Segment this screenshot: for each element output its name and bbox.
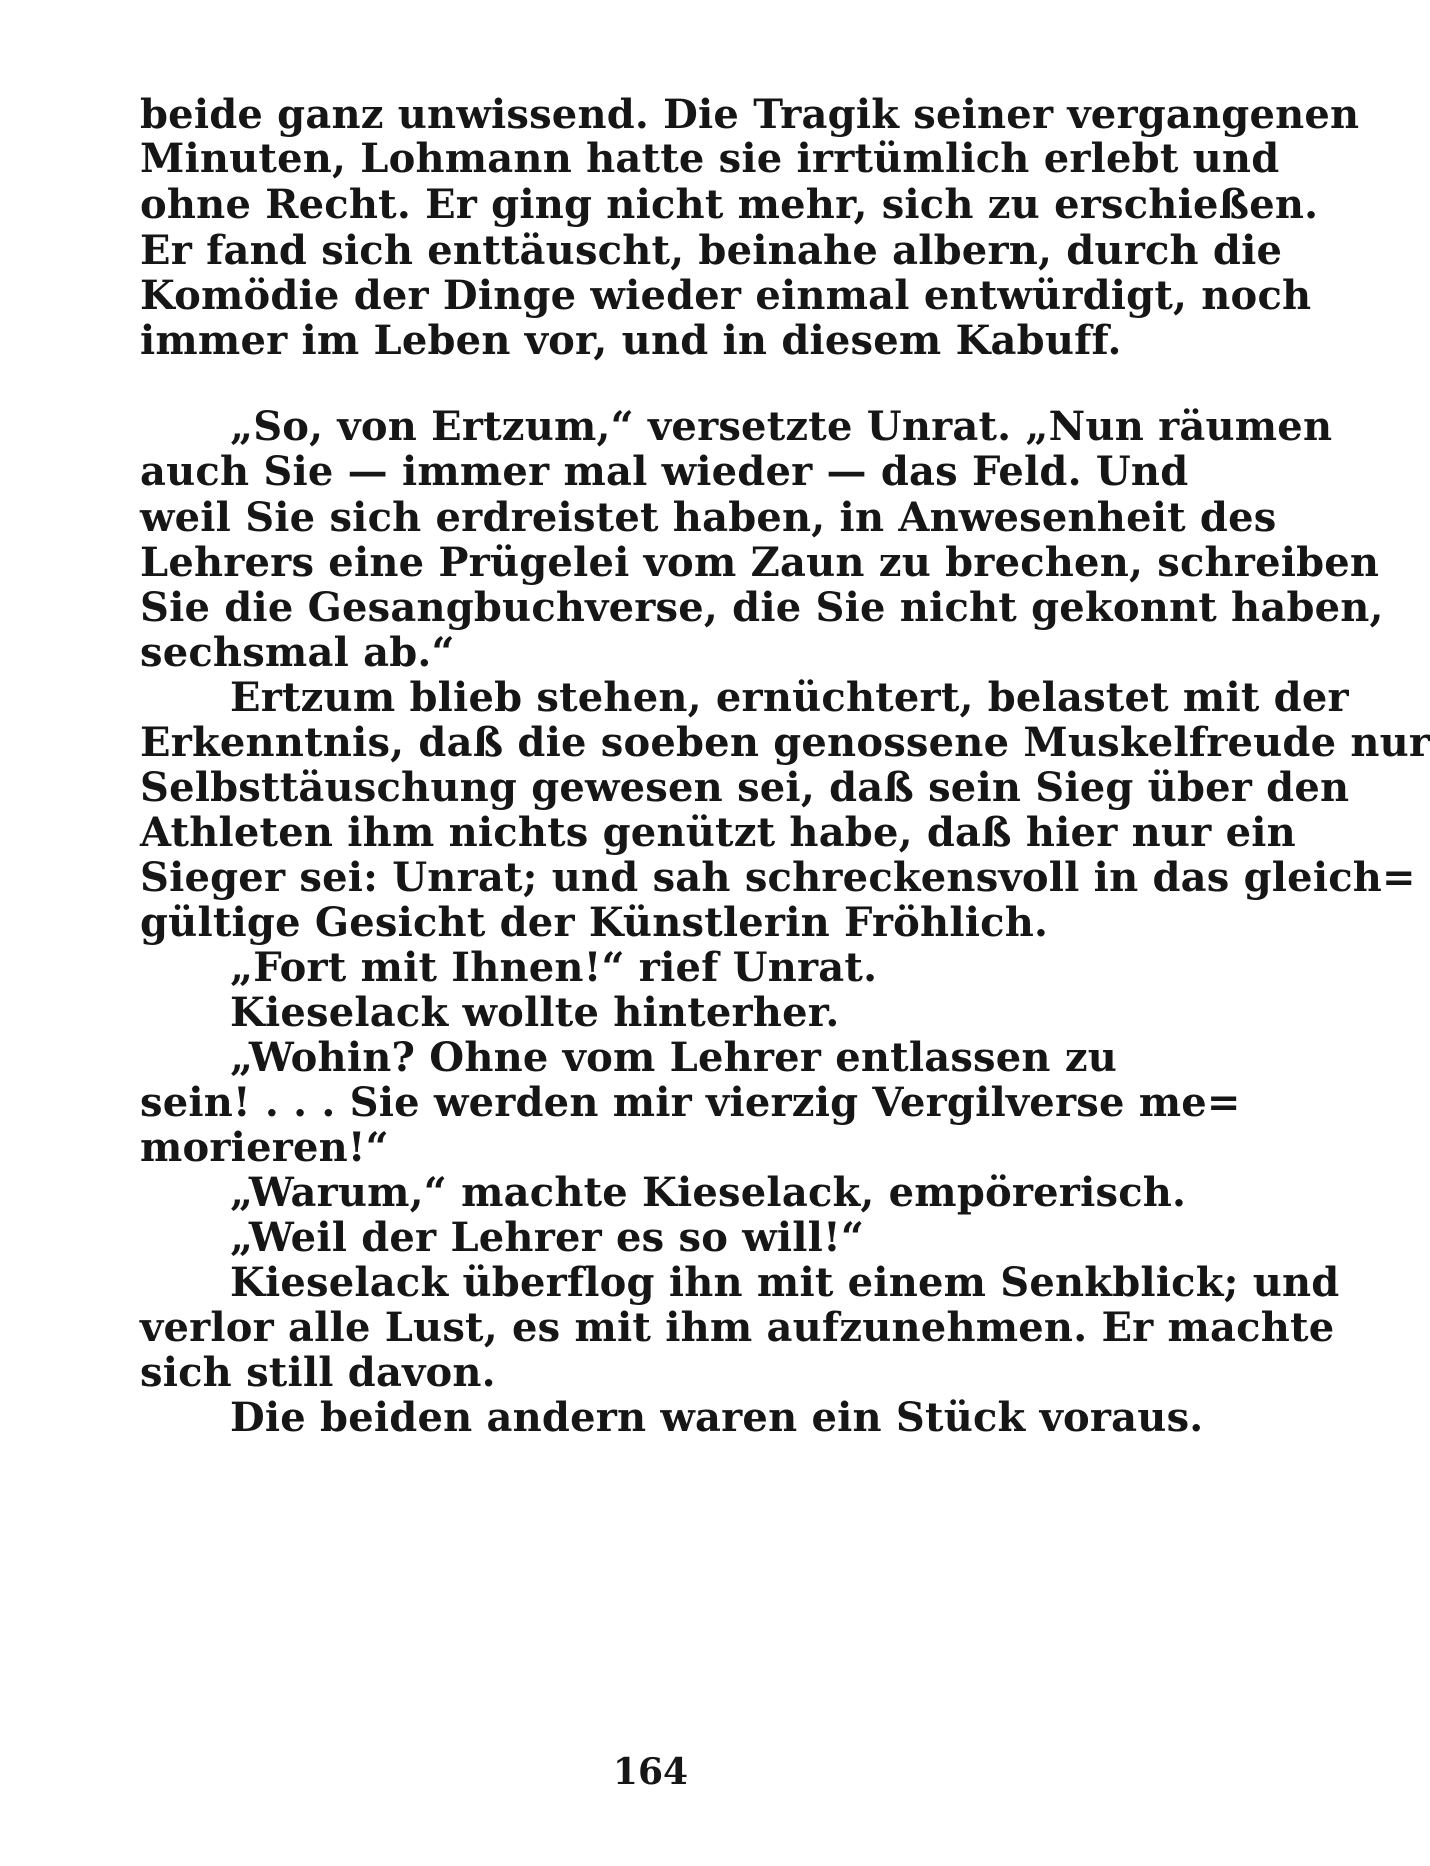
text-line-25: „Weil der Lehrer es so will!“ <box>230 1214 865 1261</box>
text-line-13: Ertzum blieb stehen, ernüchtert, belastet mit der <box>230 674 1349 721</box>
text-line-8: auch Sie — immer mal wieder — das Feld. Und <box>140 448 1189 495</box>
text-line-29: Die beiden andern waren ein Stück voraus. <box>230 1394 1204 1441</box>
text-line-3: ohne Recht. Er ging nicht mehr, sich zu erschießen. <box>140 181 1319 228</box>
text-line-5: Komödie der Dinge wieder einmal entwürdigt, noch <box>140 272 1312 319</box>
page-number: 164 <box>612 1751 689 1793</box>
text-line-10: Lehrers eine Prügelei vom Zaun zu brechen, schreiben <box>140 539 1380 586</box>
text-line-1: beide ganz unwissend. Die Tragik seiner vergangenen <box>140 91 1360 138</box>
text-line-18: gültige Gesicht der Künstlerin Fröhlich. <box>140 899 1049 946</box>
text-line-22: sein! . . . Sie werden mir vierzig Vergilverse me= <box>140 1079 1241 1126</box>
text-line-11: Sie die Gesangbuchverse, die Sie nicht gekonnt haben, <box>140 584 1384 631</box>
text-line-4: Er fand sich enttäuscht, beinahe albern, durch die <box>140 227 1283 274</box>
text-line-15: Selbsttäuschung gewesen sei, daß sein Sieg über den <box>140 764 1350 811</box>
text-line-23: morieren!“ <box>140 1124 389 1171</box>
text-line-6: immer im Leben vor, und in diesem Kabuff. <box>140 317 1122 364</box>
text-line-27: verlor alle Lust, es mit ihm aufzunehmen. Er machte <box>140 1304 1335 1351</box>
text-line-17: Sieger sei: Unrat; und sah schreckensvoll in das gleich= <box>140 854 1416 901</box>
text-line-20: Kieselack wollte hinterher. <box>230 989 840 1036</box>
text-line-12: sechsmal ab.“ <box>140 629 455 676</box>
text-line-9: weil Sie sich erdreistet haben, in Anwesenheit des <box>140 494 1277 541</box>
text-line-7: „So, von Ertzum,“ versetzte Unrat. „Nun räumen <box>230 403 1333 450</box>
text-line-19: „Fort mit Ihnen!“ rief Unrat. <box>230 944 878 991</box>
text-line-14: Erkenntnis, daß die soeben genossene Muskelfreude nur <box>140 719 1430 766</box>
text-line-26: Kieselack überflog ihn mit einem Senkblick; und <box>230 1259 1340 1306</box>
text-line-16: Athleten ihm nichts genützt habe, daß hier nur ein <box>140 809 1296 856</box>
text-line-28: sich still davon. <box>140 1349 496 1396</box>
text-line-2: Minuten, Lohmann hatte sie irrtümlich erlebt und <box>140 135 1280 182</box>
text-line-21: „Wohin? Ohne vom Lehrer entlassen zu <box>230 1034 1118 1081</box>
text-line-24: „Warum,“ machte Kieselack, empörerisch. <box>230 1169 1187 1216</box>
